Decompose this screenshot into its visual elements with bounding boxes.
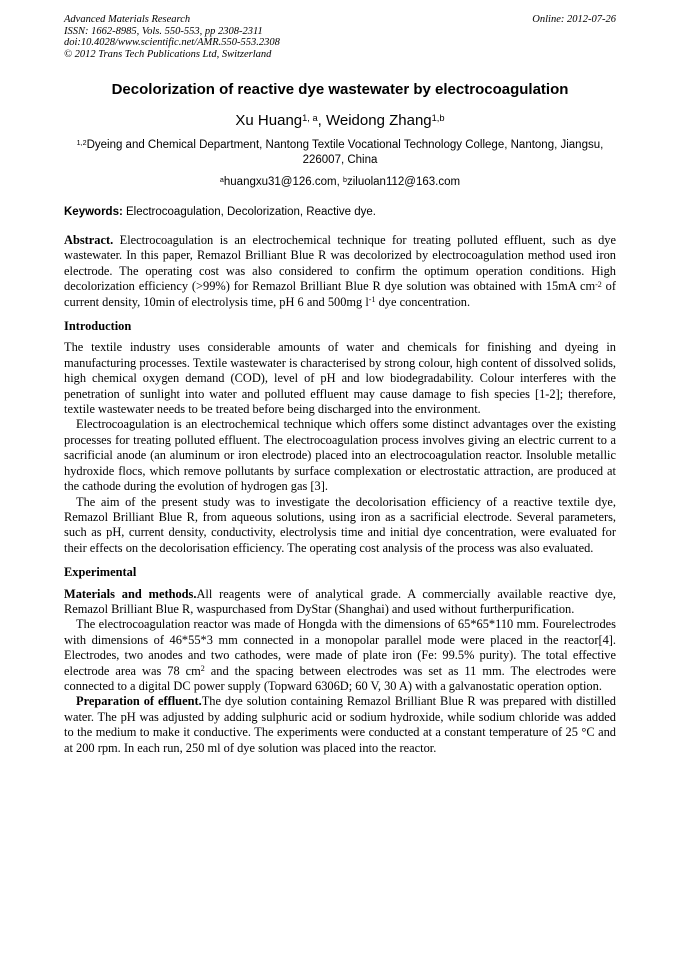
paper-title: Decolorization of reactive dye wastewater by electrocoagulation	[111, 81, 569, 98]
author-separator: ,	[317, 112, 326, 129]
paragraph-text: The electrocoagulation reactor was made of Hongda with the dimensions of 65*65*110 mm. Fourelectrodes with dimensions of 46*55*3 mm connected in a monopolar parallel mode were placed in the reactor[4]. Electrodes, two anodes and two cathodes, were made of plate iron (Fe: 99.5% purity). The total effective electrode area was 78 cm	[64, 617, 616, 678]
author-emails	[64, 175, 616, 190]
copyright-line: © 2012 Trans Tech Publications Ltd, Switzerland	[64, 48, 272, 60]
superscript: -2	[595, 279, 602, 289]
abstract-paragraph	[64, 233, 616, 310]
paragraph-text: The dye solution containing Remazol Brilliant Blue R was prepared with distilled water. The pH was adjusted by adding sulphuric acid or sodium hydroxide, while sodium chloride was added to the medium to make it conductive. The experiments were conducted at a constant temperature of 25 °C and at 200 rpm. In each run, 250 ml of dye solution was placed into the reactor.	[64, 694, 616, 755]
experimental-paragraph	[64, 617, 616, 694]
paragraph-text: and the spacing between electrodes was set as 11 mm. The electrodes were connected to a digital DC power supply (Topward 6306D; 60 V, 30 A) with a galvanostatic operation option.	[64, 663, 616, 693]
intro-paragraph: The textile industry uses considerable amounts of water and chemicals for finishing and dyeing in manufacturing processes. Textile wastewater is characterised by strong colour, high content of dissolved solids, high chemical oxygen demand (COD), level of pH and low biodegradability. Colour interferes with the penetration of sunlight into water and polluted effluent may cause damage to fish species [1-2]; therefore, textile wastewater needs to be treated before being discharged into the environment.	[64, 340, 616, 417]
email-superscript: a	[219, 175, 224, 184]
running-header	[64, 14, 616, 60]
experimental-paragraph	[64, 587, 616, 618]
author-superscript: 1,b	[431, 112, 445, 123]
author-superscript: 1, a	[302, 112, 318, 123]
subsection-lead: Materials and methods.	[64, 586, 197, 601]
keywords-text: Electrocoagulation, Decolorization, Reactive dye.	[122, 206, 376, 218]
author-name: Weidong Zhang	[326, 112, 432, 129]
abstract-text: of current density, 10min of electrolysis time, pH 6 and 500mg l	[64, 279, 616, 309]
intro-paragraph: The aim of the present study was to investigate the decolorisation efficiency of a reactive textile dye, Remazol Brilliant Blue R, from aqueous solutions, using iron as a sacrificial electrode. Several parameters, such as pH, current density, conductivity, electrolysis time and initial dye concentration, were evaluated for their effects on the decolorisation efficiency. The operating cost analysis of the process was also evaluated.	[64, 494, 616, 555]
email-link[interactable]: huangxu31@126.com,	[223, 176, 343, 188]
abstract-text: Electrocoagulation is an electrochemical technique for treating polluted effluent, such as dye wastewater. In this paper, Remazol Brilliant Blue R was decolorized by electrocoagulation method used iron electrode. The operating cost was also considered to confirm the optimum operation conditions. High decolorization efficiency (>99%) for Remazol Brilliant Blue R dye solution was obtained with 15mA cm	[64, 233, 616, 294]
superscript: 2	[200, 663, 205, 673]
abstract-text: dye concentration.	[375, 294, 471, 309]
paper-body	[64, 233, 616, 756]
author-name: Xu Huang	[235, 112, 303, 129]
intro-paragraph: Electrocoagulation is an electrochemical technique which offers some distinct advantages over the existing processes for treating polluted effluent. The electrocoagulation process involves giving an electric current to a sacrificial anode (an aluminum or iron electrode) placed into an electrocoagulation reactor. Insoluble metallic hydroxide flocs, which remove pollutants by surface complexation or electrostatic attraction, are produced at the cathode during the evolution of hydrogen gas [3].	[64, 417, 616, 494]
email-link[interactable]: ziluolan112@163.com	[346, 176, 461, 188]
keywords	[64, 205, 616, 220]
subsection-lead: Preparation of effluent.	[76, 694, 202, 709]
section-heading-introduction: Introduction	[64, 319, 132, 334]
journal-name: Advanced Materials Research	[64, 14, 191, 25]
issn-line: ISSN: 1662-8985, Vols. 550-553, pp 2308-2311	[64, 25, 263, 37]
affiliation	[64, 138, 616, 168]
doi-line: doi:10.4028/www.scientific.net/AMR.550-553.2308	[64, 37, 280, 48]
affiliation-superscript: 1,2	[76, 138, 87, 147]
author-list	[64, 112, 616, 130]
affiliation-text: Dyeing and Chemical Department, Nantong Textile Vocational Technology College, Nantong, Jiangsu, 226007, China	[86, 139, 604, 166]
paragraph-text: All reagents were of analytical grade. A commercially available reactive dye, Remazol Brilliant Blue R, waspurchased from DyStar (Shanghai) and used without furtherpurification.	[64, 586, 616, 616]
keywords-label: Keywords:	[64, 206, 123, 218]
email-superscript: b	[342, 175, 347, 184]
section-heading-experimental: Experimental	[64, 565, 137, 580]
abstract-label: Abstract.	[64, 233, 114, 247]
experimental-paragraph	[64, 694, 616, 756]
online-date: Online: 2012-07-26	[532, 14, 616, 25]
superscript: -1	[368, 295, 376, 304]
